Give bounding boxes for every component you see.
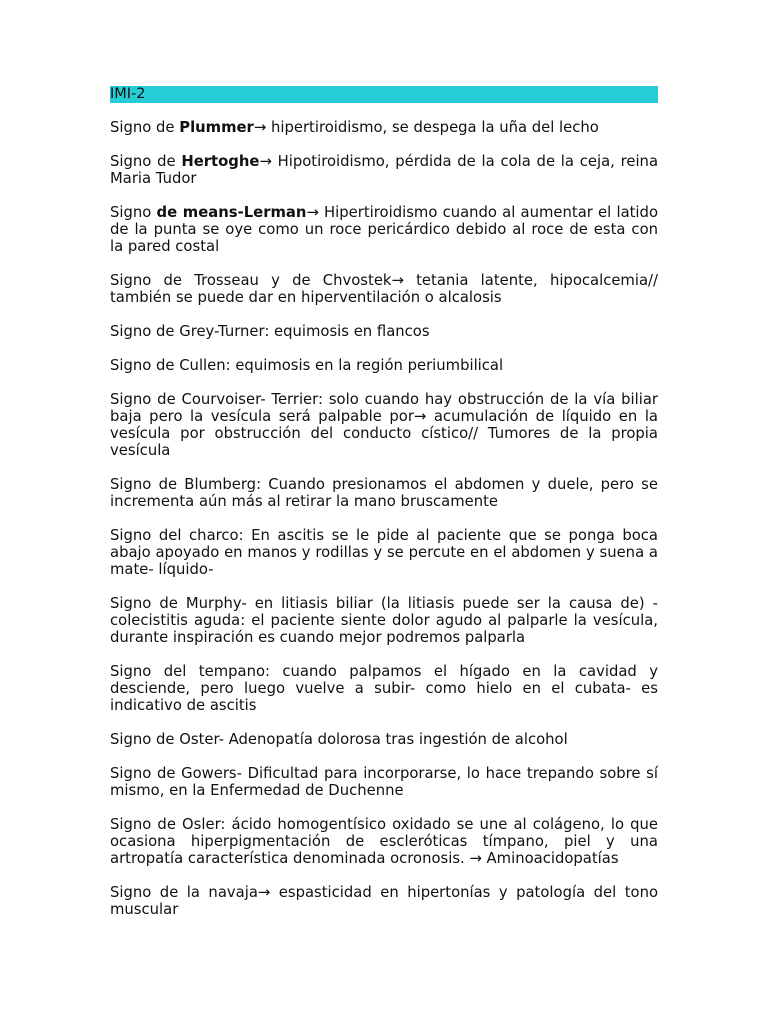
section-title: IMI-2 — [110, 86, 146, 102]
paragraph-means-lerman: Signo de means-Lerman→ Hipertiroidismo cuando al aumentar el latido de la punta se oye como un roce pericárdico debido al roce de esta con la pared costal — [110, 204, 658, 255]
paragraph-trosseau-chvostek: Signo de Trosseau y de Chvostek→ tetania latente, hipocalcemia// también se puede dar en hiperventilación o alcalosis — [110, 272, 658, 306]
paragraph-hertoghe: Signo de Hertoghe→ Hipotiroidismo, pérdida de la cola de la ceja, reina Maria Tudor — [110, 153, 659, 187]
paragraph-cullen: Signo de Cullen: equimosis en la región periumbilical — [110, 357, 504, 374]
paragraph-murphy: Signo de Murphy- en litiasis biliar (la litiasis puede ser la causa de) - colecistitis aguda: el paciente siente dolor agudo al palparle la vesícula, durante inspiración es cuando mejor podremos palparla — [110, 595, 658, 646]
paragraph-plummer: Signo de Plummer→ hipertiroidismo, se despega la uña del lecho — [110, 119, 599, 136]
paragraph-blumberg: Signo de Blumberg: Cuando presionamos el abdomen y duele, pero se incrementa aún más al retirar la mano bruscamente — [110, 476, 658, 510]
paragraph-navaja: Signo de la navaja→ espasticidad en hipertonías y patología del tono muscular — [110, 884, 659, 918]
paragraph-gowers: Signo de Gowers- Dificultad para incorporarse, lo hace trepando sobre sí mismo, en la Enfermedad de Duchenne — [110, 765, 658, 799]
paragraph-osler: Signo de Osler: ácido homogentísico oxidado se une al colágeno, lo que ocasiona hiperpigmentación de escleróticas tímpano, piel y una artropatía característica denominada ocronosis. → Aminoacidopatías — [110, 816, 658, 867]
paragraph-charco: Signo del charco: En ascitis se le pide al paciente que se ponga boca abajo apoyado en manos y rodillas y se percute en el abdomen y suena a mate- líquido- — [110, 527, 658, 578]
paragraph-grey-turner: Signo de Grey-Turner: equimosis en flancos — [110, 323, 430, 340]
document-page — [110, 86, 658, 935]
section-header-bar — [110, 86, 658, 103]
paragraph-courvoiser-terrier: Signo de Courvoiser- Terrier: solo cuando hay obstrucción de la vía biliar baja pero la vesícula será palpable por→ acumulación de líquido en la vesícula por obstrucción del conducto cístico// Tumores de la propia vesícula — [110, 391, 658, 459]
paragraph-tempano: Signo del tempano: cuando palpamos el hígado en la cavidad y desciende, pero luego vuelve a subir- como hielo en el cubata- es indicativo de ascitis — [110, 663, 658, 714]
paragraph-oster: Signo de Oster- Adenopatía dolorosa tras ingestión de alcohol — [110, 731, 568, 748]
